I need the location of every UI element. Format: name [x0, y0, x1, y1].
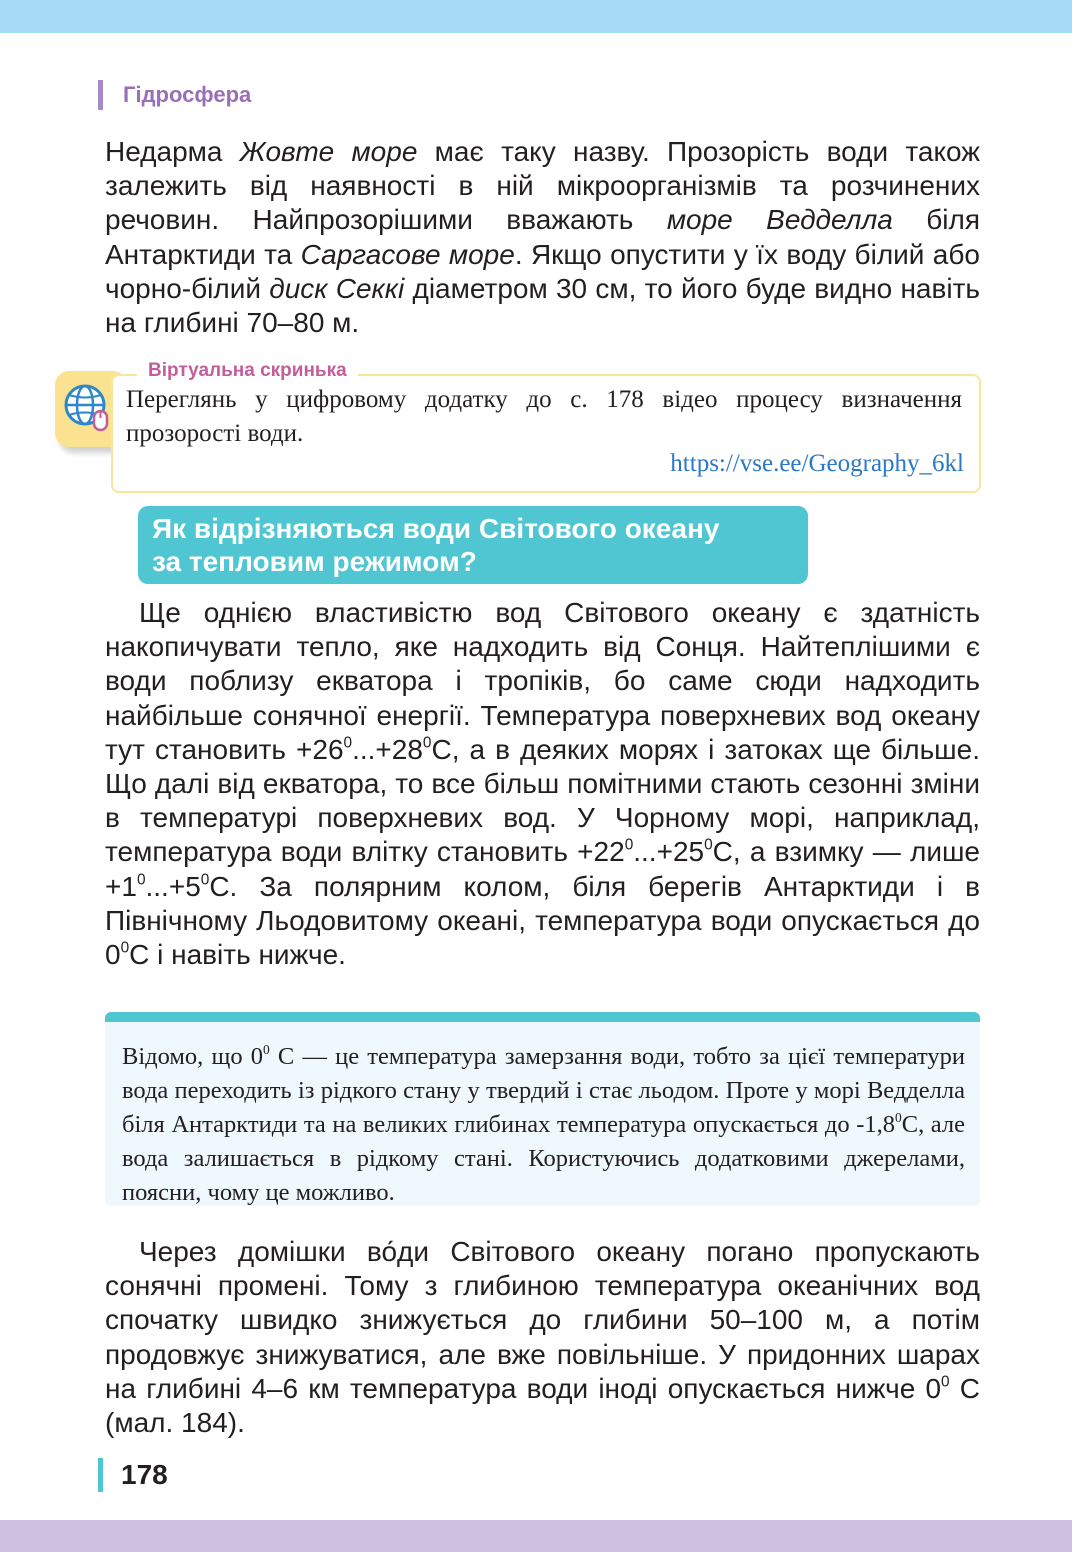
- bottom-color-band: [0, 1520, 1072, 1552]
- paragraph-transparency-text: Недарма Жовте море має таку назву. Прозорість води також залежить від наявності в ній мікроорганізмів та розчинених речовин. Найпрозорішими вважають море Ведделла біля Антарктиди та Саргасове море. Якщо опустити у їх воду білий або чорно-білий диск Секкі діаметром 30 см, то його буде видно навіть на глибині 70–80 м.: [105, 136, 981, 339]
- virtual-box-link[interactable]: https://vse.ee/Geography_6kl: [670, 450, 964, 477]
- page-number-text: 178: [121, 1459, 168, 1490]
- term-yellow-sea: Жовте море: [239, 136, 418, 167]
- term-sargasso-sea: Саргасове море: [300, 238, 515, 270]
- paragraph-thermal: [105, 596, 980, 972]
- fact-box-text: Відомо, що $0^0$ С — це температура замерзання води, тобто за цієї температури вода переходить із рідкого стану у твердий і стає льодом. Проте у морі Ведделла біля Антарктиди та на великих глибинах температура опускається до $-1,8^0С$, але вода залишається в рідкому стані. Користуючись додатковими джерелами, поясни, чому це можливо.: [122, 1041, 966, 1206]
- paragraph-depth-text: Через домішки во́ди Світового океану погано пропускають сонячні промені. Тому з глибиною температура океанічних вод спочатку швидко знижується до глибини 50–100 м, а потім продовжує знижуватися, але вже повільніше. У придонних шарах на глибині 4–6 км температура води іноді опускається нижче $0^0$ С (мал. 184).: [105, 1236, 981, 1439]
- section-header-bar: [98, 80, 103, 110]
- virtual-box-text: Переглянь у цифровому додатку до с. 178 відео процесу визначення прозорості води.: [126, 386, 962, 447]
- page-number: [98, 1458, 168, 1492]
- question-heading: Як відрізняються води Світового океану за тепловим режимом?: [152, 513, 720, 577]
- paragraph-thermal-text: Ще однією властивістю вод Світового океану є здатність накопичувати тепло, яке надходить від Сонця. Найтеплішими є води поблизу екватора і тропіків, бо саме сюди надходить найбільше сонячної енергії. Температура поверхневих вод океану тут становить $+26^0...+28^0С$, а в деяких морях і затоках ще більше. Що далі від екватора, то все більш помітними стають сезонні зміни в температурі поверхневих вод. У Чорному морі, наприклад, температура води влітку становить $+22^0...+25^0С$, а взимку — лише $+1^0...+5^0С$. За полярним колом, біля берегів Антарктиди і в Північному Льодовитому океані, температура води опускається до $0^0С$ і навіть нижче.: [105, 597, 980, 971]
- question-heading-box: [138, 506, 808, 584]
- term-weddell-sea: море Ведделла: [666, 204, 893, 236]
- paragraph-depth: [105, 1235, 980, 1440]
- section-header: [98, 80, 251, 110]
- globe-cursor-icon: [61, 381, 113, 433]
- section-title: Гідросфера: [123, 82, 252, 107]
- term-secchi-disk: диск Секкі: [269, 272, 405, 304]
- paragraph-transparency: [105, 135, 980, 340]
- virtual-box-label: Віртуальна скринька: [137, 360, 358, 382]
- page-number-bar: [98, 1458, 103, 1492]
- top-color-band: [0, 0, 1072, 33]
- fact-box: [105, 1012, 980, 1206]
